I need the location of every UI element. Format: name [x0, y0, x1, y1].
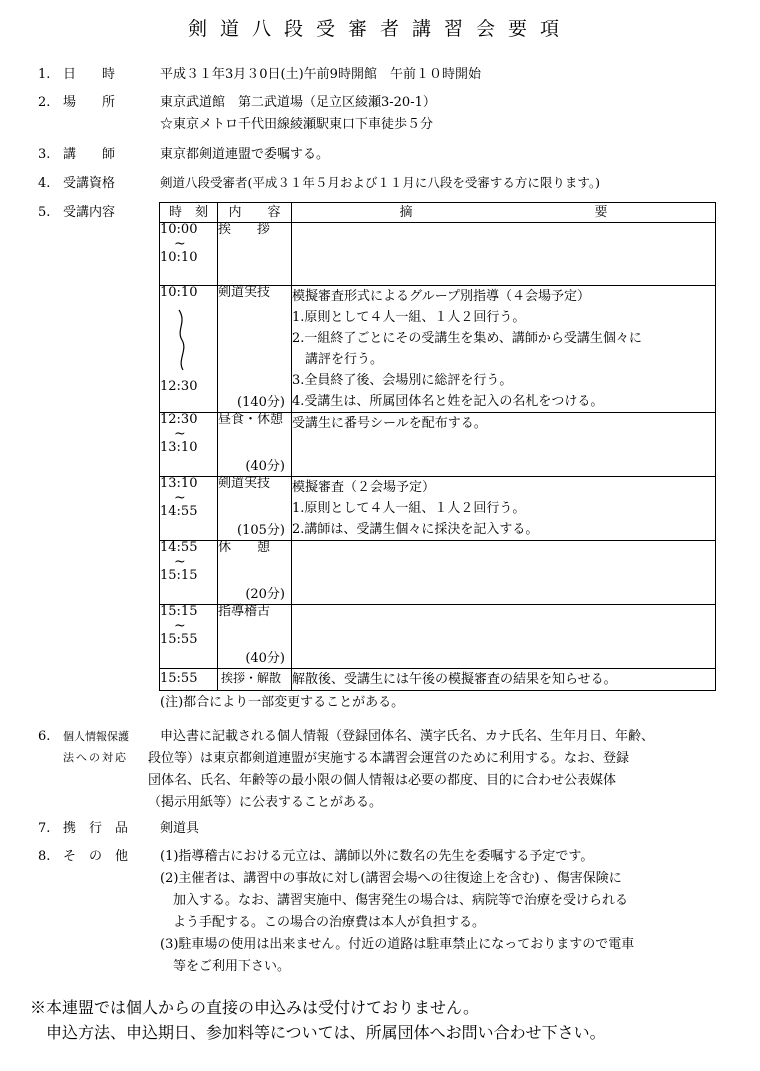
schedule-table	[159, 202, 716, 691]
start-time: 14:55	[160, 540, 198, 555]
item-label-date: 日 時	[63, 67, 116, 82]
content-label: 挨 拶	[218, 222, 271, 237]
schedule-note: (注)都合により一部変更することがある。	[160, 695, 405, 710]
item-label-lecturer: 講 師	[63, 147, 116, 162]
end-time: 15:55	[160, 632, 198, 648]
wave-range-mark	[160, 300, 217, 380]
summary-line: 2.講師は、受講生個々に採決を記入する。	[292, 522, 539, 537]
belongings-value: 剣道具	[160, 821, 200, 836]
tilde-mark: ~	[174, 490, 186, 507]
item-label-privacy-2: 法への対応	[63, 751, 128, 764]
header-summary: 摘 要	[292, 203, 716, 223]
item-label-venue: 場 所	[63, 95, 116, 110]
venue-line: 東京武道館 第二武道場（足立区綾瀬3-20-1）	[160, 95, 436, 110]
other-line: (2)主催者は、講習中の事故に対し(講習会場への往復途上を含む) 、傷害保険に	[160, 871, 622, 886]
start-time: 15:55	[160, 671, 198, 686]
summary-line: 講評を行う。	[292, 352, 384, 367]
content-label: 昼食・休憩	[218, 412, 284, 427]
item-label-content: 受講内容	[63, 205, 116, 220]
other-line: 等をご利用下さい。	[160, 959, 291, 974]
schedule-row	[160, 286, 716, 413]
duration-label: (105分)	[237, 523, 285, 538]
schedule-row	[160, 605, 716, 669]
eligibility-value: 剣道八段受審者(平成３１年５月および１１月に八段を受審する方に限ります。)	[160, 175, 601, 190]
footer-inquiry: 申込方法、申込期日、参加料等については、所属団体へお問い合わせ下さい。	[46, 1023, 606, 1042]
other-line: よう手配する。この場合の治療費は本人が負担する。	[160, 915, 486, 930]
header-content: 内 容	[218, 203, 292, 223]
start-time: 13:10	[160, 476, 198, 491]
summary-line: 解散後、受講生には午後の模擬審査の結果を知らせる。	[292, 672, 617, 687]
header-time: 時 刻	[160, 203, 218, 223]
summary-line: 2.一組終了ごとにその受講生を集め、講師から受講生個々に	[292, 331, 642, 346]
tilde-mark: ~	[174, 618, 186, 635]
summary-line: 3.全員終了後、会場別に総評を行う。	[292, 373, 513, 388]
item-number: 1.	[38, 67, 51, 82]
schedule-row	[160, 669, 716, 691]
end-time: 14:55	[160, 504, 198, 520]
content-label: 剣道実技	[218, 285, 271, 300]
summary-line: 1.原則として４人一組、１人２回行う。	[292, 310, 526, 325]
item-number: 7.	[38, 821, 51, 836]
summary-cell	[292, 605, 716, 669]
other-line: (1)指導稽古における元立は、講師以外に数名の先生を委嘱する予定です。	[160, 849, 594, 864]
start-time: 10:00	[160, 222, 198, 237]
tilde-mark: ~	[174, 426, 186, 443]
content-label: 休 憩	[218, 540, 271, 555]
item-number: 4.	[38, 176, 51, 191]
content-label: 剣道実技	[218, 476, 271, 491]
start-time: 10:10	[160, 285, 198, 300]
schedule-row	[160, 413, 716, 477]
privacy-line: 団体名、氏名、年齢等の最小限の個人情報は必要の都度、目的に合わせ公表媒体	[148, 773, 617, 788]
summary-cell	[292, 223, 716, 286]
summary-cell	[292, 413, 716, 477]
duration-label: (40分)	[245, 651, 285, 666]
summary-cell	[292, 286, 716, 413]
schedule-header-row	[160, 203, 716, 223]
item-label-privacy: 個人情報保護	[63, 730, 129, 743]
schedule-row	[160, 541, 716, 605]
date-value: 平成３１年3月３0日(土)午前9時開館 午前１０時開始	[160, 67, 481, 82]
other-line: 加入する。なお、講習実施中、傷害発生の場合は、病院等で治療を受けられる	[160, 893, 629, 908]
item-number: 2.	[38, 95, 51, 110]
item-label-other: そ の 他	[63, 849, 129, 864]
end-time: 15:15	[160, 568, 198, 584]
summary-line: 1.原則として４人一組、１人２回行う。	[292, 501, 526, 516]
item-number: 5.	[38, 205, 51, 220]
start-time: 15:15	[160, 604, 198, 619]
duration-label: (20分)	[245, 587, 285, 602]
other-line: (3)駐車場の使用は出来ません。付近の道路は駐車禁止になっておりますので電車	[160, 937, 635, 952]
tilde-mark: ~	[174, 236, 186, 253]
item-number: 8.	[38, 849, 51, 864]
duration-label: (40分)	[245, 459, 285, 474]
duration-label: (140分)	[237, 395, 285, 410]
summary-cell	[292, 541, 716, 605]
privacy-line: 申込書に記載される個人情報（登録団体名、漢字氏名、カナ氏名、生年月日、年齢、	[160, 729, 655, 744]
schedule-row	[160, 477, 716, 541]
content-label: 指導稽古	[218, 604, 271, 619]
privacy-line: （掲示用紙等）に公表することがある。	[148, 795, 383, 810]
footer-notice: ※本連盟では個人からの直接の申込みは受付けておりません。	[30, 998, 479, 1017]
summary-cell	[292, 477, 716, 541]
end-time: 13:10	[160, 440, 198, 456]
venue-access-line: ☆東京メトロ千代田線綾瀬駅東口下車徒歩５分	[160, 117, 434, 132]
item-number: 3.	[38, 147, 51, 162]
end-time: 12:30	[160, 379, 198, 395]
summary-line: 模擬審査形式によるグループ別指導（４会場予定）	[292, 289, 590, 304]
privacy-line: 段位等）は東京都剣道連盟が実施する本講習会運営のために利用する。なお、登録	[148, 751, 630, 766]
schedule-row	[160, 223, 716, 286]
end-time: 10:10	[160, 250, 198, 266]
content-label: 挨拶・解散	[221, 671, 282, 685]
tilde-mark: ~	[174, 554, 186, 571]
page-title: 剣道八段受審者講習会要項	[187, 18, 572, 40]
summary-line: 4.受講生は、所属団体名と姓を記入の名札をつける。	[292, 394, 604, 409]
lecturer-value: 東京都剣道連盟で委嘱する。	[160, 147, 330, 162]
item-number: 6.	[38, 729, 51, 744]
start-time: 12:30	[160, 412, 198, 427]
summary-line: 受講生に番号シールを配布する。	[292, 416, 487, 431]
summary-cell	[292, 669, 716, 691]
item-label-belongings: 携 行 品	[63, 821, 129, 836]
item-label-eligibility: 受講資格	[63, 176, 116, 191]
summary-line: 模擬審査（２会場予定）	[292, 480, 436, 495]
